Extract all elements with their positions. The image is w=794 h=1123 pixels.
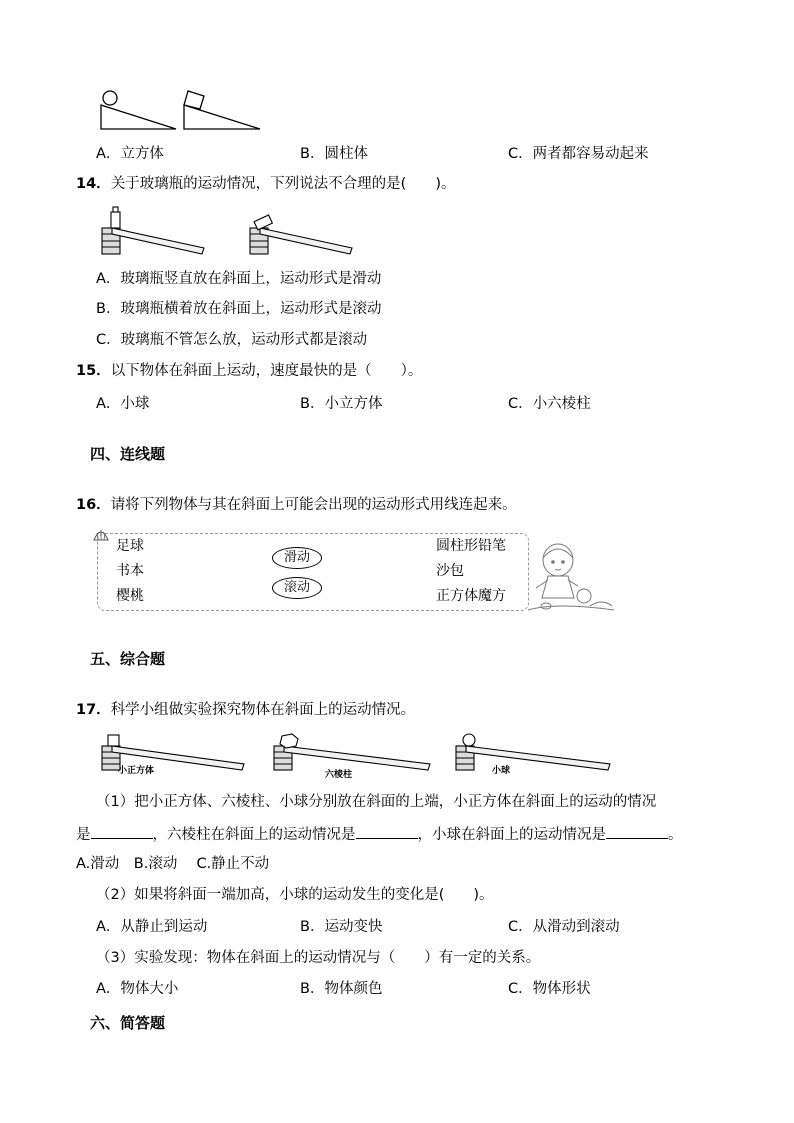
q17-part1-text-a: 是 bbox=[76, 827, 91, 843]
answer-blank-ball[interactable] bbox=[606, 823, 668, 839]
q17-part2-option-b[interactable]: B．运动变快 bbox=[300, 919, 383, 935]
section-heading-6: 六、简答题 bbox=[90, 1014, 166, 1032]
q16-stem bbox=[76, 495, 517, 515]
cube-experiment bbox=[102, 735, 244, 770]
right-item-cube-puzzle[interactable]: 正方体魔方 bbox=[436, 588, 506, 604]
q17-part3-stem: （3）实验发现：物体在斜面上的运动情况与（ ）有一定的关系。 bbox=[96, 950, 541, 966]
q17-part1-line1: （1）把小正方体、六棱柱、小球分别放在斜面的上端，小正方体在斜面上的运动的情况 bbox=[96, 794, 657, 810]
q17-stem bbox=[76, 700, 415, 720]
q15-option-b[interactable]: B．小立方体 bbox=[300, 396, 383, 412]
q14-figure bbox=[100, 204, 360, 259]
q17-part2-stem: （2）如果将斜面一端加高，小球的运动发生的变化是( )。 bbox=[96, 887, 494, 903]
q15-stem bbox=[76, 361, 422, 381]
figure-label-ball: 小球 bbox=[492, 766, 511, 776]
q17-part2-option-a[interactable]: A．从静止到运动 bbox=[96, 919, 208, 935]
bottle-lying-on-slope bbox=[250, 215, 352, 254]
q13-figure bbox=[98, 87, 268, 132]
girl-illustration-icon bbox=[526, 540, 616, 615]
left-item-football[interactable]: 足球 bbox=[116, 538, 144, 554]
hexagonal-prism-experiment bbox=[274, 734, 430, 770]
left-item-cherry[interactable]: 樱桃 bbox=[116, 588, 144, 604]
cube-on-slope bbox=[184, 91, 260, 129]
ball-experiment bbox=[456, 734, 610, 770]
q13-option-a[interactable]: A．立方体 bbox=[96, 146, 164, 162]
q14-stem bbox=[76, 174, 456, 194]
q15-option-c[interactable]: C．小六棱柱 bbox=[508, 396, 591, 412]
q17-figure bbox=[100, 730, 620, 775]
q14-option-c[interactable]: C．玻璃瓶不管怎么放，运动形式都是滚动 bbox=[96, 332, 368, 348]
middle-item-sliding[interactable]: 滑动 bbox=[272, 547, 322, 569]
section-heading-5: 五、综合题 bbox=[90, 650, 166, 668]
answer-blank-cube[interactable] bbox=[91, 823, 153, 839]
section-heading-4: 四、连线题 bbox=[90, 445, 166, 463]
q17-part1-text-c: ，小球在斜面上的运动情况是 bbox=[417, 827, 606, 843]
left-item-book[interactable]: 书本 bbox=[116, 563, 144, 579]
q15-option-a[interactable]: A．小球 bbox=[96, 396, 150, 412]
q17-part1-line2 bbox=[76, 823, 683, 845]
right-item-pencil[interactable]: 圆柱形铅笔 bbox=[436, 538, 506, 554]
q14-option-b[interactable]: B．玻璃瓶横着放在斜面上，运动形式是滚动 bbox=[96, 301, 382, 317]
q13-option-c[interactable]: C．两者都容易动起来 bbox=[508, 146, 649, 162]
figure-label-hexagonal-prism: 六棱柱 bbox=[325, 770, 353, 780]
q17-part1-choices: A.滑动 B.滚动 C.静止不动 bbox=[76, 856, 270, 872]
q17-part3-option-c[interactable]: C．物体形状 bbox=[508, 981, 591, 997]
shell-icon bbox=[92, 528, 110, 542]
q13-option-b[interactable]: B．圆柱体 bbox=[300, 146, 368, 162]
right-item-sandbag[interactable]: 沙包 bbox=[436, 563, 464, 579]
sphere-on-slope bbox=[101, 91, 176, 129]
q17-part1-text-d: 。 bbox=[668, 827, 683, 843]
q17-part3-option-b[interactable]: B．物体颜色 bbox=[300, 981, 383, 997]
q17-part3-option-a[interactable]: A．物体大小 bbox=[96, 981, 179, 997]
q16-number: 16． bbox=[76, 497, 111, 513]
q14-option-a[interactable]: A．玻璃瓶竖直放在斜面上，运动形式是滑动 bbox=[96, 271, 382, 287]
answer-blank-prism[interactable] bbox=[356, 823, 418, 839]
bottle-upright-on-slope bbox=[102, 207, 204, 254]
q14-number: 14． bbox=[76, 176, 111, 192]
q17-part1-text-b: ，六棱柱在斜面上的运动情况是 bbox=[152, 827, 356, 843]
q17-part2-option-c[interactable]: C．从滑动到滚动 bbox=[508, 919, 620, 935]
q17-number: 17． bbox=[76, 702, 111, 718]
q15-number: 15． bbox=[76, 363, 111, 379]
figure-label-cube: 小正方体 bbox=[118, 766, 155, 776]
q14-stem-text: 关于玻璃瓶的运动情况，下列说法不合理的是( )。 bbox=[110, 176, 456, 192]
middle-item-rolling[interactable]: 滚动 bbox=[272, 577, 322, 599]
q16-stem-text: 请将下列物体与其在斜面上可能会出现的运动形式用线连起来。 bbox=[110, 497, 517, 513]
q17-stem-text: 科学小组做实验探究物体在斜面上的运动情况。 bbox=[110, 702, 416, 718]
q15-stem-text: 以下物体在斜面上运动，速度最快的是（ ）。 bbox=[110, 363, 423, 379]
